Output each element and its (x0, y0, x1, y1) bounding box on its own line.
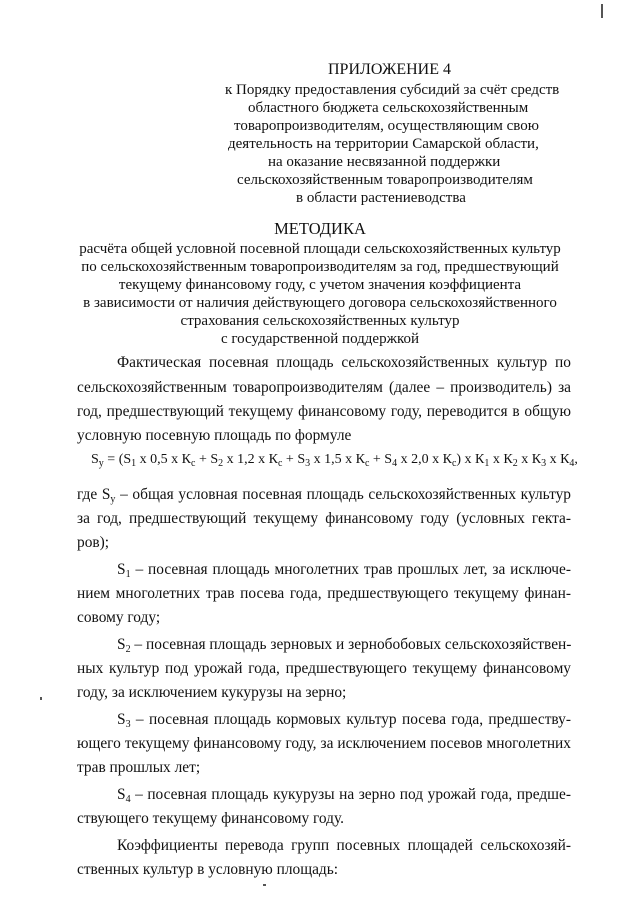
intro-line-2: сельскохозяйственным товаропроизводителям (далее – производитель) за (77, 379, 571, 396)
formula-lhs-sub: y (98, 458, 104, 469)
formula-term: х 0,5 х К (136, 452, 191, 467)
formula-subscript: 1 (131, 458, 137, 469)
appendix-title: ПРИЛОЖЕНИЕ 4 (328, 61, 452, 78)
formula-term: х 2,0 х К (397, 452, 452, 467)
formula-subscript: 2 (218, 458, 224, 469)
def-s1-line-1: $S_1$ – посевная площадь многолетних трав прошлых лет, за исключе- (117, 561, 571, 580)
formula-subscript: c (277, 458, 283, 469)
method-line-2: по сельскохозяйственным товаропроизводителям за год, предшествующий (81, 259, 559, 275)
method-line-1: расчёта общей условной посевной площади сельскохозяйственных культур (79, 241, 561, 257)
appendix-line-7: в области растениеводства (296, 190, 466, 206)
formula-term: + S (195, 452, 219, 467)
def-s4-line-2: ствующего текущему финансовому году. (77, 810, 345, 827)
def-s1-line-3: совому году; (77, 609, 161, 626)
formula-subscript: 2 (512, 458, 518, 469)
def-s1-line-2: нием многолетних трав посева года, предшествующего текущему финан- (77, 585, 571, 602)
formula-term: х К (517, 452, 542, 467)
closing-line-1: Коэффициенты перевода групп посевных площадей сельскохозяй- (117, 837, 571, 854)
appendix-line-5: на оказание несвязанной поддержки (268, 154, 501, 170)
method-line-3: текущему финансовому году, с учетом значения коэффициента (118, 277, 522, 293)
def-s2-line-3: году, за исключением кукурузы на зерно; (77, 684, 347, 701)
def-s3-line-3: трав прошлых лет; (77, 759, 201, 776)
def-sy-line-2: за год, предшествующий текущему финансовому году (условных гекта- (77, 510, 571, 527)
formula-subscript: c (190, 458, 196, 469)
formula-subscript: 4 (569, 458, 575, 469)
appendix-line-3: товаропроизводителям, осуществляющим свою (234, 118, 539, 134)
intro-line-4: условную посевную площадь по формуле (77, 427, 352, 444)
appendix-line-2: областного бюджета сельскохозяйственным (248, 100, 529, 116)
formula-term: ) х К (456, 452, 485, 467)
appendix-line-4: деятельность на территории Самарской области, (228, 136, 539, 152)
def-s2-line-1: $S_2$ – посевная площадь зерновых и зернобобовых сельскохозяйствен- (117, 636, 572, 655)
formula-subscript: 4 (392, 458, 398, 469)
formula-term: х К (546, 452, 570, 467)
formula-subscript: c (451, 458, 457, 469)
def-sy-line-1: где $S_y$ – общая условная посевная площадь сельскохозяйственных культур (77, 486, 571, 505)
scan-mark-left (40, 697, 42, 700)
formula-term: х 1,5 х К (310, 452, 365, 467)
formula (91, 451, 578, 469)
method-line-6: с государственной поддержкой (221, 331, 419, 347)
formula-lhs: S (91, 452, 99, 467)
formula-term: х 1,2 х К (223, 452, 278, 467)
method-line-5: страхования сельскохозяйственных культур (180, 313, 460, 329)
def-s2-line-2: ных культур под урожай года, предшествующего текущему финансовому (77, 660, 571, 677)
def-s4-line-1: $S_4$ – посевная площадь кукурузы на зерно под урожай года, предше- (117, 786, 571, 805)
appendix-line-1: к Порядку предоставления субсидий за счёт средств (225, 82, 560, 98)
formula-subscript: 3 (541, 458, 547, 469)
formula-rhs (104, 452, 578, 467)
formula-term: х К (489, 452, 513, 467)
scan-mark-top-right (601, 4, 603, 18)
intro-line-3: год, предшествующий текущему финансовому году, переводится в общую (77, 403, 571, 420)
def-sy-line-3: ров); (77, 534, 110, 551)
closing-line-2: ственных культур в условную площадь: (77, 861, 339, 878)
formula-subscript: 3 (305, 458, 311, 469)
formula-term: = (S (103, 452, 132, 467)
formula-term: + S (282, 452, 306, 467)
scan-mark-bottom (263, 884, 266, 886)
def-s3-line-2: ющего текущему финансовому году, за исключением посевов многолетних (77, 735, 571, 752)
formula-subscript: 1 (484, 458, 490, 469)
def-s3-line-1: $S_3$ – посевная площадь кормовых культур посева года, предшеству- (117, 711, 571, 730)
intro-line-1: Фактическая посевная площадь сельскохозяйственных культур по (117, 354, 571, 371)
formula-subscript: c (364, 458, 370, 469)
formula-term: , (574, 452, 578, 467)
method-line-4: в зависимости от наличия действующего договора сельскохозяйственного (83, 295, 557, 311)
formula-term: + S (369, 452, 393, 467)
appendix-line-6: сельскохозяйственным товаропроизводителям (237, 172, 533, 188)
method-title: МЕТОДИКА (274, 219, 366, 238)
